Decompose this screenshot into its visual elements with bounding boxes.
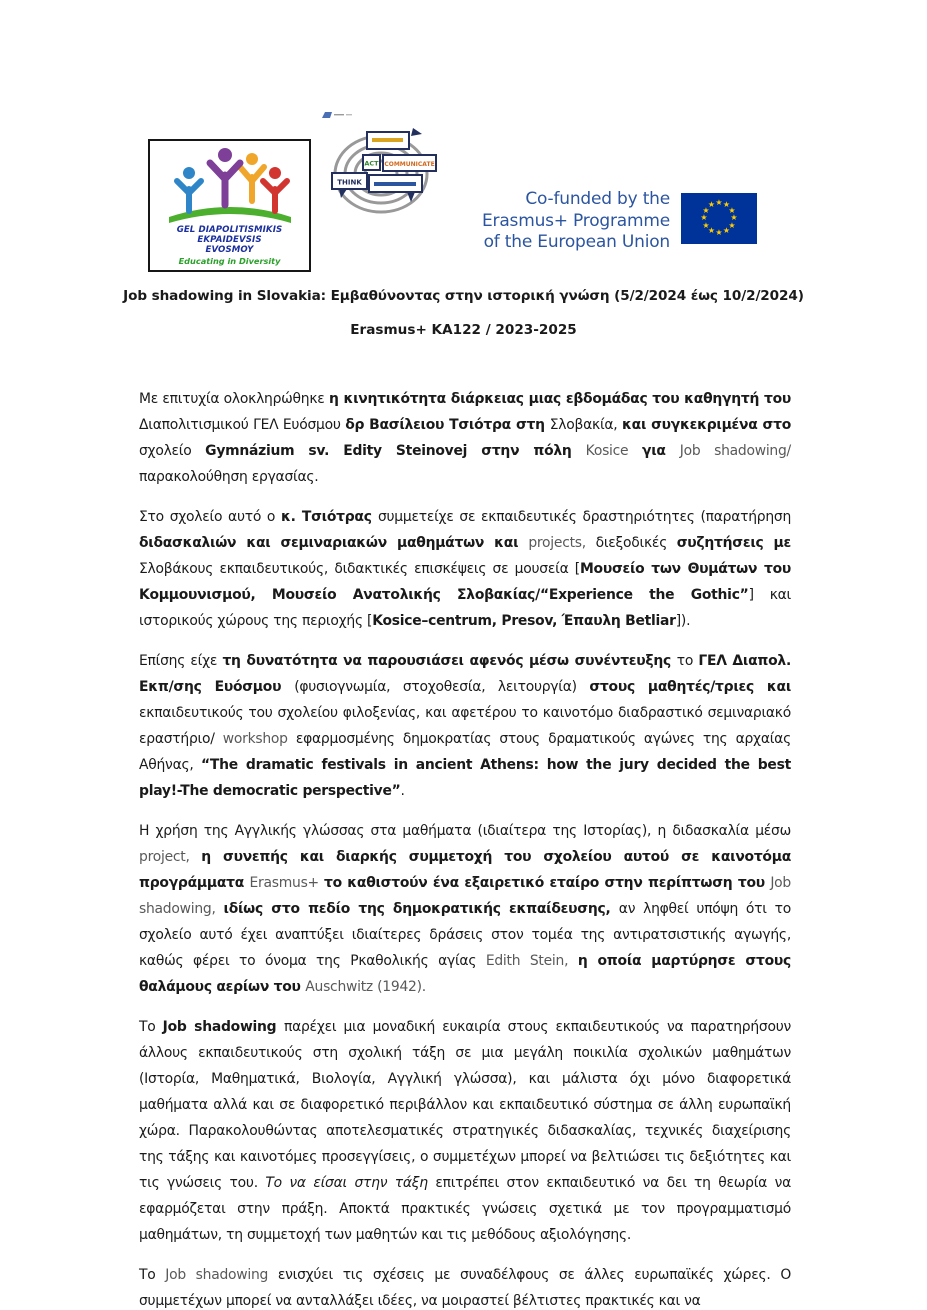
text-segment: συμμετείχε σε εκπαιδευτικές δραστηριότητες (παρατήρηση <box>377 509 791 525</box>
text-segment: workshop <box>222 731 296 747</box>
dancing-figures-graphic <box>155 143 305 225</box>
text-segment: κ. Τσιότρας <box>280 509 378 525</box>
text-segment: ενισχύει τις σχέσεις με συναδέλφους σε άλλες ευρωπαϊκές χώρες. Ο συμμετέχων μπορεί να ανταλλάξει ιδέες, να μοιραστεί βέλτιστες πρακτικές και να <box>139 1267 792 1309</box>
flag-star-icon: ★ <box>722 200 731 209</box>
text-segment: αν ληφθεί υπόψη ότι το σχολείο αυτό έχει αναπτύξει ιδιαίτερες δράσεις στον τομέα της αντιρατσιστικής αγωγής, καθώς φέρει το όνομα της Ρκαθολικής αγίας <box>139 901 791 969</box>
speech-bubbles-logo <box>327 122 447 234</box>
text-segment: Auschwitz (1942). <box>305 979 426 995</box>
document-body <box>139 386 791 1310</box>
text-segment: Job shadowing/ <box>679 443 791 459</box>
text-segment: Σλοβακία, <box>549 417 623 433</box>
text-segment: παρακολούθηση εργασίας. <box>139 469 319 485</box>
text-segment: Job shadowing, <box>139 875 791 917</box>
text-segment: Gymnázium sv. Edity Steinovej στην πόλη <box>205 443 586 459</box>
bubble-word-communicate: COMMUNICATE <box>384 161 435 168</box>
flag-star-icon: ★ <box>707 225 716 235</box>
text-segment: ιδίως στο πεδίο της δημοκρατικής εκπαίδευσης, <box>223 901 619 917</box>
bubble-word-act: ACT <box>364 159 379 168</box>
school-name-line1: GEL DIAPOLITISMIKIS EKPAIDEVSIS <box>176 225 283 245</box>
text-segment: η κινητικότητα διάρκειας μιας εβδομάδας του καθηγητή του <box>328 391 791 407</box>
text-segment: διεξοδικές <box>595 535 677 551</box>
text-segment: επιτρέπει στον εκπαιδευτικό να δει τη θεωρία να εφαρμόζεται στην πράξη. Αποκτά πρακτικές γνώσεις σχετικά με τον προγραμματισμό μαθημάτων, τη συμμετοχή των μαθητών και τις μεθόδους αξιολόγησης. <box>139 1175 791 1243</box>
text-segment: η οποία μαρτύρησε στους θαλάμους αερίων του <box>139 953 791 995</box>
text-segment: Με επιτυχία ολοκληρώθηκε <box>139 391 329 407</box>
page-subtitle: Erasmus+ KA122 / 2023-2025 <box>350 322 577 338</box>
text-segment: Σλοβάκους εκπαιδευτικούς, διδακτικές επισκέψεις σε μουσεία [ <box>139 561 580 577</box>
text-segment: Η χρήση της Αγγλικής γλώσσας στα μαθήματα (ιδιαίτερα της Ιστορίας), η διδασκαλία μέσω <box>139 823 791 839</box>
text-segment: Επίσης είχε <box>139 653 223 669</box>
text-segment: και συγκεκριμένα στο <box>622 417 791 433</box>
text-segment: Το <box>139 1267 166 1283</box>
paragraph <box>139 386 791 490</box>
flag-star-icon: ★ <box>702 220 710 230</box>
flag-star-icon: ★ <box>715 198 723 207</box>
paragraph <box>139 1262 791 1310</box>
text-segment: εκπαιδευτικούς του σχολείου φιλοξενίας, και αφετέρου το καινοτόμο διαδραστικό σεμιναριακό εραστήριο/ <box>139 705 791 747</box>
flag-star-icon: ★ <box>700 213 708 222</box>
illegible-yellow-word <box>372 138 403 142</box>
text-segment: “The dramatic festivals in ancient Athens: how the jury decided the best play!-The democratic perspective” <box>139 757 791 799</box>
illegible-blue-word <box>374 182 416 186</box>
eu-text-line3: of the European Union <box>483 232 670 252</box>
text-segment: ΓΕΛ Διαπολ. Εκπ/σης Ευόσμου <box>139 653 791 695</box>
page-title: Job shadowing in Slovakia: Εμβαθύνοντας στην ιστορική γνώση (5/2/2024 έως 10/2/2024) <box>123 288 804 304</box>
school-tagline: Educating in Diversity <box>178 256 281 266</box>
tiny-attachment-icon <box>321 106 361 118</box>
school-logo <box>148 139 311 272</box>
text-segment: Μουσείο των Θυμάτων του Κομμουνισμού, Μουσείο Ανατολικής Σλοβακίας/“Experience the Gothic” <box>139 561 791 603</box>
flag-star-icon: ★ <box>715 228 723 237</box>
eu-text-line2: Erasmus+ Programme <box>482 210 670 231</box>
flag-star-icon: ★ <box>728 205 736 215</box>
eu-text-line1: Co-funded by the <box>525 189 670 209</box>
text-segment: ]). <box>675 613 691 629</box>
text-segment: Kosice–centrum, Presov, Έπαυλη Betliar <box>372 613 676 629</box>
text-segment: το <box>676 653 699 669</box>
text-segment: Edith Stein, <box>485 953 578 969</box>
text-segment: Το να είσαι στην τάξη <box>265 1175 436 1191</box>
paragraph <box>139 818 791 1000</box>
text-segment: . <box>400 783 405 799</box>
flag-star-icon: ★ <box>730 213 738 222</box>
text-segment: Erasmus+ <box>249 875 324 891</box>
text-segment: Job shadowing <box>162 1019 284 1035</box>
text-segment: projects, <box>528 535 596 551</box>
text-segment: παρέχει μια μοναδική ευκαιρία στους εκπαιδευτικούς να παρατηρήσουν άλλους εκπαιδευτικούς στη σχολική τάξη σε μια μεγάλη ποικιλία σχολικών μαθημάτων (Ιστορία, Μαθηματικά, Βιολογία, Αγγλική γλώσσα), και μάλιστα όχι μόνο διαφορετικά μαθήματα αλλά και σε διαφορετικό περιβάλλον και εκπαιδευτικό σύστημα σε άλλη ευρωπαϊκή χώρα. Παρακολουθώντας αποτελεσματικές στρατηγικές διδασκαλίας, τεχνικές διαχείρισης της τάξης και καινοτόμες προσεγγίσεις, ο συμμετέχων μπορεί να βελτιώσει τις δεξιότητες και τις γνώσεις του. <box>139 1019 791 1191</box>
eu-cofunded-text <box>450 189 670 254</box>
text-segment: σχολείο <box>139 443 206 459</box>
text-segment: δρ Βασίλειου Τσιότρα στη <box>345 417 550 433</box>
text-segment: στους μαθητές/τριες και <box>589 679 792 695</box>
text-segment: διδασκαλιών και σεμιναριακών μαθημάτων και <box>139 535 529 551</box>
text-segment: Το <box>139 1019 163 1035</box>
text-segment: project, <box>139 849 202 865</box>
text-segment: (φυσιογνωμία, στοχοθεσία, λειτουργία) <box>294 679 590 695</box>
paragraph <box>139 648 791 804</box>
text-segment: ] και ιστορικούς χώρους της περιοχής [ <box>139 587 791 629</box>
flag-star-icon: ★ <box>707 200 716 209</box>
flag-star-icon: ★ <box>728 220 736 230</box>
text-segment: η συνεπής και διαρκής συμμετοχή του σχολείου αυτού σε καινοτόμα προγράμματα <box>139 849 791 891</box>
text-segment: εφαρμοσμένης δημοκρατίας στους δραματικούς αγώνες της αρχαίας Αθήνας, <box>139 731 791 773</box>
school-name-line2: EVOSMOY <box>205 245 254 255</box>
paragraph <box>139 1014 791 1248</box>
text-segment: Kosice <box>585 443 643 459</box>
text-segment: συζητήσεις με <box>676 535 791 551</box>
text-segment: το καθιστούν ένα εξαιρετικό εταίρο στην περίπτωση του <box>323 875 771 891</box>
text-segment: τη δυνατότητα να παρουσιάσει αφενός μέσω συνέντευξης <box>222 653 677 669</box>
eu-flag <box>681 193 757 244</box>
text-segment: Στο σχολείο αυτό ο <box>139 509 281 525</box>
paragraph <box>139 504 791 634</box>
text-segment: Job shadowing <box>165 1267 278 1283</box>
text-segment: για <box>642 443 680 459</box>
bubble-word-think: THINK <box>337 178 362 187</box>
text-segment: Διαπολιτισμικού ΓΕΛ Ευόσμου <box>139 417 346 433</box>
flag-star-icon: ★ <box>702 205 710 215</box>
flag-star-icon: ★ <box>722 225 731 235</box>
